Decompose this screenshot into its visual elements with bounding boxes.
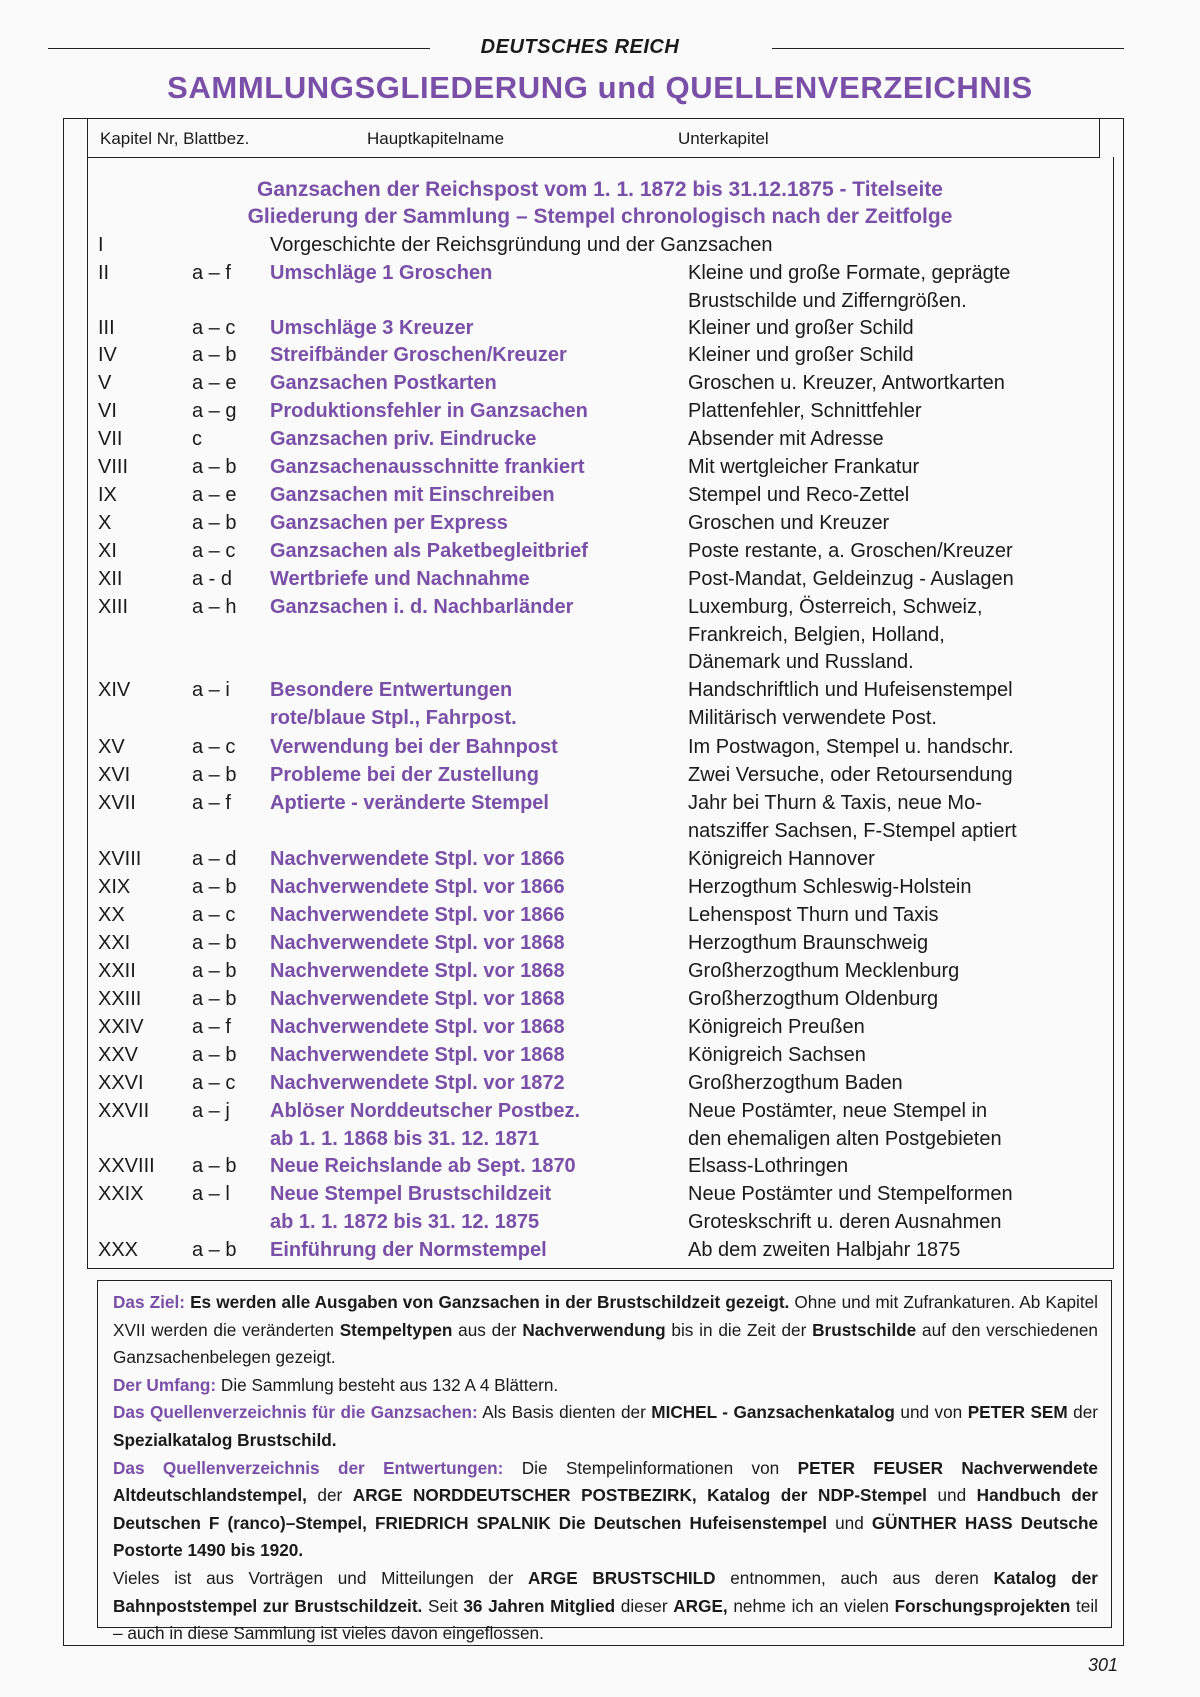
subchapter-text: Plattenfehler, Schnittfehler bbox=[688, 400, 922, 422]
table-row bbox=[0, 736, 1200, 764]
sheet-range: a – b bbox=[192, 1155, 237, 1177]
chapter-name: Umschläge 1 Groschen bbox=[270, 262, 493, 284]
sheet-range: a – b bbox=[192, 876, 237, 898]
acknowledgement-bold-4: ARGE, bbox=[673, 1595, 728, 1616]
sheet-range: a – b bbox=[192, 960, 237, 982]
subchapter-text: Poste restante, a. Groschen/Kreuzer bbox=[688, 540, 1013, 562]
table-row bbox=[0, 876, 1200, 904]
subchapter-text: Großherzogthum Mecklenburg bbox=[688, 960, 960, 982]
chapter-name: Nachverwendete Stpl. vor 1866 bbox=[270, 848, 565, 870]
sheet-range: a – i bbox=[192, 679, 230, 701]
goal-bold-3: Nachverwendung bbox=[522, 1319, 666, 1340]
table-row bbox=[0, 540, 1200, 568]
intro-text: Vorgeschichte der Reichsgründung und der Ganzsachen bbox=[270, 234, 773, 256]
sheet-range: a – f bbox=[192, 1016, 231, 1038]
subchapter-text: Handschriftlich und Hufeisenstempel bbox=[688, 679, 1013, 701]
acknowledgement-text: Vieles ist aus Vorträgen und Mitteilungen der bbox=[113, 1567, 529, 1588]
table-row bbox=[0, 988, 1200, 1016]
chapter-name: Umschläge 3 Kreuzer bbox=[270, 317, 474, 339]
subchapter-text: Luxemburg, Österreich, Schweiz, bbox=[688, 596, 983, 618]
header-rule-right bbox=[772, 48, 1124, 49]
table-row bbox=[0, 372, 1200, 400]
sources-cancels-text-4: und bbox=[827, 1512, 872, 1533]
chapter-name: Nachverwendete Stpl. vor 1868 bbox=[270, 1044, 565, 1066]
chapter-name: Nachverwendete Stpl. vor 1868 bbox=[270, 988, 565, 1010]
table-row bbox=[0, 904, 1200, 932]
table-row bbox=[0, 262, 1200, 290]
sheet-range: a – c bbox=[192, 904, 236, 926]
goal-bold-4: Brustschilde bbox=[812, 1319, 917, 1340]
sheet-range: a – c bbox=[192, 1072, 236, 1094]
table-row bbox=[0, 1239, 1200, 1267]
subchapter-text: Groschen u. Kreuzer, Antwortkarten bbox=[688, 372, 1005, 394]
sources-cancels-text-3: und bbox=[926, 1485, 977, 1506]
sources-stationery-text-2: und von bbox=[894, 1402, 968, 1423]
subchapter-text-continued: Dänemark und Russland. bbox=[688, 651, 914, 673]
table-row bbox=[0, 317, 1200, 345]
chapter-name: Nachverwendete Stpl. vor 1866 bbox=[270, 904, 565, 926]
acknowledgement-text-2: entnommen, auch aus deren bbox=[715, 1567, 994, 1588]
chapter-name: Ganzsachen per Express bbox=[270, 512, 508, 534]
sheet-range: a – b bbox=[192, 988, 237, 1010]
subchapter-text: Königreich Preußen bbox=[688, 1016, 865, 1038]
acknowledgement-text-4: dieser bbox=[615, 1595, 674, 1616]
chapter-number: X bbox=[98, 512, 112, 534]
sheet-range: a – b bbox=[192, 764, 237, 786]
chapter-name-continued: ab 1. 1. 1872 bis 31. 12. 1875 bbox=[270, 1210, 540, 1233]
chapter-name: Ablöser Norddeutscher Postbez. bbox=[270, 1100, 581, 1122]
chapter-number: II bbox=[98, 262, 110, 284]
table-row bbox=[0, 1155, 1200, 1183]
sheet-range: a – f bbox=[192, 792, 231, 814]
table-row bbox=[0, 792, 1200, 820]
acknowledgement-bold: ARGE BRUSTSCHILD bbox=[528, 1567, 716, 1588]
sources-cancels-bold-3: Handbuch der Deutschen F (ranco)–Stempel, FRIEDRICH SPALNIK Die Deutschen Hufeisenstempel bbox=[113, 1485, 1098, 1533]
table-row bbox=[0, 428, 1200, 456]
sources-cancels-text: Die Stempelinformationen von bbox=[503, 1457, 798, 1478]
chapter-number: III bbox=[98, 317, 115, 339]
acknowledgement-text-3: Seit bbox=[422, 1595, 464, 1616]
subchapter-text: Königreich Sachsen bbox=[688, 1044, 866, 1066]
subchapter-text: Kleiner und großer Schild bbox=[688, 344, 914, 366]
page-title: SAMMLUNGSGLIEDERUNG und QUELLENVERZEICHNIS bbox=[167, 70, 1033, 105]
chapter-name: Nachverwendete Stpl. vor 1868 bbox=[270, 932, 565, 954]
chapter-number: XIV bbox=[98, 679, 131, 701]
chapter-name: Ganzsachen mit Einschreiben bbox=[270, 484, 555, 506]
table-row bbox=[0, 1100, 1200, 1128]
chapter-name: Ganzsachen Postkarten bbox=[270, 372, 497, 394]
subchapter-text: Herzogthum Braunschweig bbox=[688, 932, 929, 954]
scope-text: Die Sammlung besteht aus 132 A 4 Blättern. bbox=[216, 1374, 559, 1395]
section-subtitle: Gliederung der Sammlung – Stempel chronologisch nach der Zeitfolge bbox=[247, 205, 953, 228]
goal-text-4: auf den verschiedenen Ganzsachenbelegen gezeigt. bbox=[113, 1319, 1098, 1368]
chapter-number: XXV bbox=[98, 1044, 139, 1066]
acknowledgement-bold-3: 36 Jahren Mitglied bbox=[463, 1595, 616, 1616]
country-heading: DEUTSCHES REICH bbox=[480, 36, 680, 58]
table-row bbox=[0, 400, 1200, 428]
chapter-number: XIX bbox=[98, 876, 131, 898]
sources-stationery-bold: MICHEL - Ganzsachenkatalog bbox=[651, 1402, 895, 1423]
chapter-number: IX bbox=[98, 484, 117, 506]
table-row bbox=[0, 764, 1200, 792]
table-row bbox=[0, 1044, 1200, 1072]
sheet-range: a – c bbox=[192, 317, 236, 339]
subchapter-text: Herzogthum Schleswig-Holstein bbox=[688, 876, 972, 898]
subchapter-text-continued: Frankreich, Belgien, Holland, bbox=[688, 623, 945, 646]
chapter-name: Ganzsachenausschnitte frankiert bbox=[270, 456, 585, 478]
chapter-number: I bbox=[98, 234, 104, 256]
table-row bbox=[0, 568, 1200, 596]
chapter-name: Streifbänder Groschen/Kreuzer bbox=[270, 344, 567, 366]
sources-cancels-text-2: der bbox=[306, 1485, 353, 1506]
sheet-range: a – b bbox=[192, 1239, 237, 1261]
subchapter-text: Königreich Hannover bbox=[688, 848, 875, 870]
chapter-number: XII bbox=[98, 568, 123, 590]
chapter-name: Ganzsachen als Paketbegleitbrief bbox=[270, 540, 588, 562]
sheet-range: a – b bbox=[192, 344, 237, 366]
sources-cancels-bold-2: ARGE NORDDEUTSCHER POSTBEZIRK, Katalog der NDP-Stempel bbox=[352, 1485, 927, 1506]
table-row bbox=[0, 484, 1200, 512]
table-row bbox=[0, 344, 1200, 372]
table-row bbox=[0, 1072, 1200, 1100]
sources-cancels-label: Das Quellenverzeichnis der Entwertungen: bbox=[113, 1457, 504, 1478]
sheet-range: c bbox=[192, 428, 202, 450]
goal-label: Das Ziel: bbox=[113, 1292, 185, 1312]
goal-bold: Es werden alle Ausgaben von Ganzsachen in der Brustschildzeit gezeigt. bbox=[190, 1292, 790, 1312]
sources-stationery-bold-3: Spezialkatalog Brustschild. bbox=[113, 1429, 337, 1450]
chapter-name: Ganzsachen i. d. Nachbarländer bbox=[270, 596, 574, 618]
chapter-name: Einführung der Normstempel bbox=[270, 1239, 547, 1261]
subchapter-text: Mit wertgleicher Frankatur bbox=[688, 456, 920, 478]
goal-text-2: aus der bbox=[452, 1319, 523, 1340]
subchapter-text: Ab dem zweiten Halbjahr 1875 bbox=[688, 1239, 961, 1261]
sheet-range: a – j bbox=[192, 1100, 230, 1122]
section-title: Ganzsachen der Reichspost vom 1. 1. 1872 bis 31.12.1875 - Titelseite bbox=[257, 178, 943, 201]
sources-cancels-bold: PETER FEUSER Nachverwendete Altdeutschlandstempel, bbox=[113, 1457, 1098, 1506]
sheet-range: a – e bbox=[192, 372, 237, 394]
sources-stationery-text: Als Basis dienten der bbox=[477, 1402, 652, 1423]
sheet-range: a – l bbox=[192, 1183, 230, 1205]
chapter-number: XXIX bbox=[98, 1183, 144, 1205]
header-rule-left bbox=[48, 48, 430, 49]
subchapter-text: Neue Postämter und Stempelformen bbox=[688, 1183, 1013, 1205]
notes-text bbox=[113, 1289, 1098, 1648]
acknowledgement-text-6: teil – auch in diese Sammlung ist vieles davon eingeflossen. bbox=[113, 1595, 1098, 1644]
subchapter-text: Jahr bei Thurn & Taxis, neue Mo- bbox=[688, 792, 982, 814]
chapter-name: Produktionsfehler in Ganzsachen bbox=[270, 400, 588, 422]
sheet-range: a – b bbox=[192, 1044, 237, 1066]
chapter-name: Aptierte - veränderte Stempel bbox=[270, 792, 549, 814]
chapter-number: XVIII bbox=[98, 848, 142, 870]
sheet-range: a – b bbox=[192, 932, 237, 954]
chapter-name: Nachverwendete Stpl. vor 1868 bbox=[270, 1016, 565, 1038]
table-row bbox=[0, 456, 1200, 484]
chapter-number: XXVIII bbox=[98, 1155, 155, 1177]
subchapter-text: Stempel und Reco-Zettel bbox=[688, 484, 910, 506]
chapter-name: Nachverwendete Stpl. vor 1868 bbox=[270, 960, 565, 982]
chapter-name: Wertbriefe und Nachnahme bbox=[270, 568, 530, 590]
subchapter-text: Großherzogthum Oldenburg bbox=[688, 988, 939, 1010]
chapter-name: Besondere Entwertungen bbox=[270, 679, 513, 701]
chapter-name: Neue Reichslande ab Sept. 1870 bbox=[270, 1155, 576, 1177]
sheet-range: a – d bbox=[192, 848, 237, 870]
sources-cancels-bold-4: GÜNTHER HASS Deutsche Postorte 1490 bis 1920. bbox=[113, 1512, 1099, 1561]
chapter-name: Neue Stempel Brustschildzeit bbox=[270, 1183, 552, 1205]
acknowledgement-text-5: nehme ich an vielen bbox=[727, 1595, 895, 1616]
sheet-range: a – h bbox=[192, 596, 237, 618]
subchapter-text: Im Postwagon, Stempel u. handschr. bbox=[688, 736, 1014, 758]
chapter-name: Probleme bei der Zustellung bbox=[270, 764, 539, 786]
chapter-number: XXII bbox=[98, 960, 136, 982]
subchapter-text: Neue Postämter, neue Stempel in bbox=[688, 1100, 988, 1122]
scope-label: Der Umfang: bbox=[113, 1374, 217, 1395]
sheet-range: a – b bbox=[192, 512, 237, 534]
table-row bbox=[0, 848, 1200, 876]
sources-stationery-text-3: der bbox=[1067, 1402, 1099, 1423]
sheet-range: a – f bbox=[192, 262, 231, 284]
chapter-name: Ganzsachen priv. Eindrucke bbox=[270, 428, 537, 450]
sheet-range: a – b bbox=[192, 456, 237, 478]
subchapter-text: Kleine und große Formate, geprägte bbox=[688, 262, 1011, 284]
subchapter-text-continued: den ehemaligen alten Postgebieten bbox=[688, 1127, 1002, 1150]
table-row bbox=[0, 512, 1200, 540]
chapter-number: VII bbox=[98, 428, 123, 450]
chapter-number: VIII bbox=[98, 456, 129, 478]
table-row bbox=[0, 1016, 1200, 1044]
subchapter-text: Großherzogthum Baden bbox=[688, 1072, 903, 1094]
subchapter-text: Absender mit Adresse bbox=[688, 428, 884, 450]
subchapter-text-continued: Brustschilde und Zifferngrößen. bbox=[688, 289, 967, 312]
subchapter-text-continued: natsziffer Sachsen, F-Stempel aptiert bbox=[688, 819, 1017, 842]
subchapter-text: Lehenspost Thurn und Taxis bbox=[688, 904, 939, 926]
acknowledgement-bold-2: Katalog der Bahnpoststempel zur Brustschildzeit. bbox=[113, 1567, 1098, 1616]
goal-text: Ohne und mit Zufrankaturen. Ab Kapitel XVII werden die veränderten bbox=[113, 1292, 1098, 1340]
sheet-range: a – e bbox=[192, 484, 237, 506]
chapter-name: Verwendung bei der Bahnpost bbox=[270, 736, 558, 758]
chapter-number: XXVI bbox=[98, 1072, 144, 1094]
chapter-number: XX bbox=[98, 904, 125, 926]
column-header-row bbox=[87, 118, 1100, 158]
chapter-name-continued: ab 1. 1. 1868 bis 31. 12. 1871 bbox=[270, 1127, 540, 1150]
subchapter-text: Post-Mandat, Geldeinzug - Auslagen bbox=[688, 568, 1014, 590]
chapter-number: XIII bbox=[98, 596, 129, 618]
table-row bbox=[0, 679, 1200, 707]
subchapter-text-continued: Militärisch verwendete Post. bbox=[688, 706, 937, 729]
chapter-number: V bbox=[98, 372, 112, 394]
table-row bbox=[0, 1183, 1200, 1211]
sheet-range: a – c bbox=[192, 736, 236, 758]
chapter-number: XI bbox=[98, 540, 117, 562]
chapter-name: Nachverwendete Stpl. vor 1866 bbox=[270, 876, 565, 898]
subchapter-text: Kleiner und großer Schild bbox=[688, 317, 914, 339]
table-row bbox=[0, 596, 1200, 624]
subchapter-text: Elsass-Lothringen bbox=[688, 1155, 849, 1177]
chapter-name: Nachverwendete Stpl. vor 1872 bbox=[270, 1072, 565, 1094]
sources-stationery-label: Das Quellenverzeichnis für die Ganzsachen: bbox=[113, 1402, 478, 1423]
sheet-range: a – c bbox=[192, 540, 236, 562]
sheet-range: a – g bbox=[192, 400, 237, 422]
chapter-name-continued: rote/blaue Stpl., Fahrpost. bbox=[270, 706, 517, 729]
column-header-chapter: Kapitel Nr, Blattbez. bbox=[100, 129, 250, 148]
chapter-number: XVI bbox=[98, 764, 131, 786]
chapter-number: IV bbox=[98, 344, 117, 366]
sources-stationery-bold-2: PETER SEM bbox=[967, 1402, 1068, 1423]
page-number: 301 bbox=[1087, 1655, 1118, 1675]
table-row bbox=[0, 932, 1200, 960]
chapter-number: XXIII bbox=[98, 988, 142, 1010]
acknowledgement-bold-5: Forschungsprojekten bbox=[894, 1595, 1071, 1616]
chapter-number: XXX bbox=[98, 1239, 139, 1261]
chapter-number: VI bbox=[98, 400, 117, 422]
chapter-number: XXI bbox=[98, 932, 131, 954]
chapter-number: XVII bbox=[98, 792, 136, 814]
column-header-mainchapter: Hauptkapitelname bbox=[367, 129, 505, 148]
chapter-number: XXVII bbox=[98, 1100, 150, 1122]
chapter-number: XV bbox=[98, 736, 125, 758]
table-row bbox=[0, 960, 1200, 988]
table-row-intro bbox=[0, 234, 1200, 262]
sheet-range: a - d bbox=[192, 568, 233, 590]
column-header-subchapter: Unterkapitel bbox=[678, 129, 769, 148]
subchapter-text: Groschen und Kreuzer bbox=[688, 512, 890, 534]
goal-text-3: bis in die Zeit der bbox=[665, 1319, 813, 1340]
subchapter-text-continued: Groteskschrift u. deren Ausnahmen bbox=[688, 1210, 1002, 1233]
subchapter-text: Zwei Versuche, oder Retoursendung bbox=[688, 764, 1013, 786]
goal-bold-2: Stempeltypen bbox=[339, 1319, 453, 1340]
chapter-number: XXIV bbox=[98, 1016, 144, 1038]
